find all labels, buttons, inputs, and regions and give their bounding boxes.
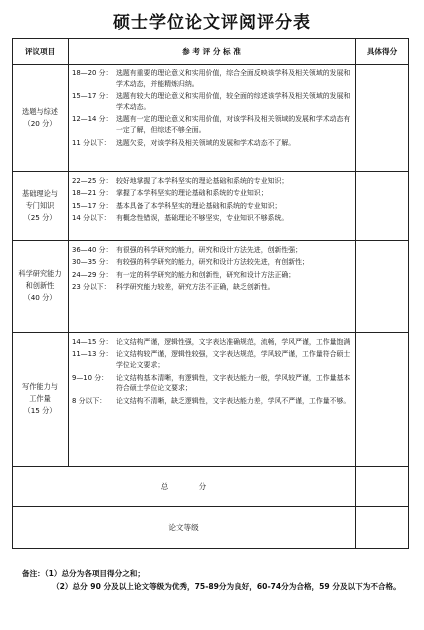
row-item-points: （25 分）	[23, 212, 57, 222]
header-score: 具体得分	[366, 46, 398, 56]
score-input-theory[interactable]	[356, 172, 408, 240]
criteria-text: 论文结构不清晰，缺乏逻辑性，文字表达能力差，学风不严谨，工作量不够。	[116, 396, 351, 405]
criteria-text: 有概念性错误，基础理论不够坚实，专业知识不够系统。	[116, 214, 289, 223]
criteria-list-theory	[72, 176, 354, 226]
criteria-text: 选题欠妥，对该学科及相关领域的发展和学术动态不了解。	[116, 138, 296, 147]
score-input-writing[interactable]	[356, 333, 408, 466]
criteria-line	[72, 176, 354, 187]
criteria-text: 选题有一定的理论意义和实用价值，对该学科及相关领域的发展和学术动态有一定了解，但综述不够全面。	[116, 115, 351, 135]
criteria-line	[72, 138, 354, 149]
criteria-score-range: 24—29 分：	[72, 270, 113, 279]
criteria-line	[72, 91, 354, 113]
criteria-text: 论文结构基本清晰，有逻辑性，文字表达能力一般，学风较严谨，工作量基本符合硕士学位论文要求；	[116, 373, 351, 393]
row-item-points: （15 分）	[23, 406, 57, 415]
criteria-text: 论文结构较严谨，逻辑性较强，文字表达规范，学风较严谨，工作量符合硕士学位论文要求；	[116, 350, 351, 370]
criteria-score-range: 14 分以下：	[72, 214, 111, 223]
criteria-line	[72, 396, 354, 407]
criteria-text: 有很强的科学研究的能力，研究和设计方法先进，创新性强；	[116, 246, 303, 254]
row-item-name: 科学研究能力和创新性	[18, 269, 62, 290]
criteria-text: 科学研究能力较差，研究方法不正确，缺乏创新性。	[116, 283, 275, 292]
note-line-1: 备注：（1）总分为各项目得分之和；	[22, 569, 145, 578]
note-line-2: （2）总分 90 分及以上论文等级为优秀，75-89分为良好，60-74分为合格，59 分及以下为不合格。	[52, 582, 401, 591]
row-item-topic	[12, 64, 68, 171]
notes	[22, 567, 412, 593]
criteria-line	[72, 270, 354, 281]
page-title: 硕士学位论文评阅评分表	[113, 13, 311, 33]
criteria-score-range: 15—17 分：	[72, 92, 113, 101]
grade-label: 论文等级	[168, 522, 199, 532]
criteria-line	[72, 188, 354, 199]
criteria-text: 选题有重要的理论意义和实用价值，综合全面反映该学科及相关领域的发展和学术动态，并能精炼归纳。	[116, 69, 351, 88]
criteria-text: 有较强的科学研究的能力，研究和设计方法较先进，有创新性；	[116, 258, 309, 267]
header-item: 评议项目	[24, 46, 56, 56]
criteria-line	[72, 257, 354, 268]
criteria-score-range: 22—25 分：	[72, 177, 113, 185]
criteria-line	[72, 282, 354, 293]
criteria-score-range: 8 分以下：	[72, 396, 107, 405]
criteria-text: 较好地掌握了本学科坚实的理论基础和系统的专业知识；	[116, 177, 289, 185]
row-item-points: （20 分）	[23, 118, 57, 128]
criteria-score-range: 36—40 分：	[72, 246, 113, 254]
criteria-list-topic	[72, 68, 354, 150]
criteria-list-writing	[72, 337, 354, 408]
row-item-research	[12, 240, 68, 332]
row-item-writing	[12, 332, 68, 466]
criteria-score-range: 15—17 分：	[72, 201, 113, 210]
criteria-line	[72, 213, 354, 224]
score-input-topic[interactable]	[356, 65, 408, 171]
total-score-input[interactable]	[356, 467, 408, 506]
criteria-score-range: 14—15 分：	[72, 338, 113, 346]
criteria-score-range: 9—10 分：	[72, 373, 109, 382]
criteria-score-range: 12—14 分：	[72, 115, 113, 124]
evaluation-table	[12, 38, 409, 549]
row-item-name: 基础理论与专门知识	[22, 188, 58, 210]
criteria-score-range: 18—20 分：	[72, 69, 113, 77]
criteria-text: 掌握了本学科坚实的理论基础和系统的专业知识；	[116, 189, 268, 198]
criteria-text: 基本具备了本学科坚实的理论基础和系统的专业知识；	[116, 201, 282, 210]
criteria-score-range: 30—35 分：	[72, 258, 113, 267]
total-label: 总 分	[160, 481, 207, 491]
criteria-text: 选题有较大的理论意义和实用价值，较全面的综述该学科及相关领域的发展和学术动态。	[116, 92, 351, 111]
criteria-line	[72, 245, 354, 256]
criteria-text: 论文结构严谨，逻辑性强，文字表达准确规范，流畅，学风严谨，工作量饱满	[116, 338, 351, 346]
criteria-line	[72, 114, 354, 136]
criteria-score-range: 23 分以下：	[72, 283, 111, 292]
criteria-list-research	[72, 245, 354, 295]
criteria-text: 有一定的科学研究的能力和创新性，研究和设计方法正确；	[116, 270, 296, 279]
row-item-points: （40 分）	[23, 293, 57, 302]
criteria-line	[72, 349, 354, 371]
criteria-line	[72, 337, 354, 348]
grade-input[interactable]	[356, 507, 408, 548]
row-item-theory	[12, 171, 68, 240]
criteria-line	[72, 201, 354, 212]
criteria-score-range: 11 分以下：	[72, 138, 111, 147]
criteria-score-range: 11—13 分：	[72, 350, 113, 359]
score-input-research[interactable]	[356, 241, 408, 332]
row-item-name: 写作能力与工作量	[22, 382, 58, 403]
criteria-line	[72, 68, 354, 90]
header-criteria: 参 考 评 分 标 准	[182, 46, 241, 56]
criteria-line	[72, 373, 354, 395]
criteria-score-range: 18—21 分：	[72, 189, 113, 198]
row-item-name: 选题与综述	[22, 106, 58, 116]
